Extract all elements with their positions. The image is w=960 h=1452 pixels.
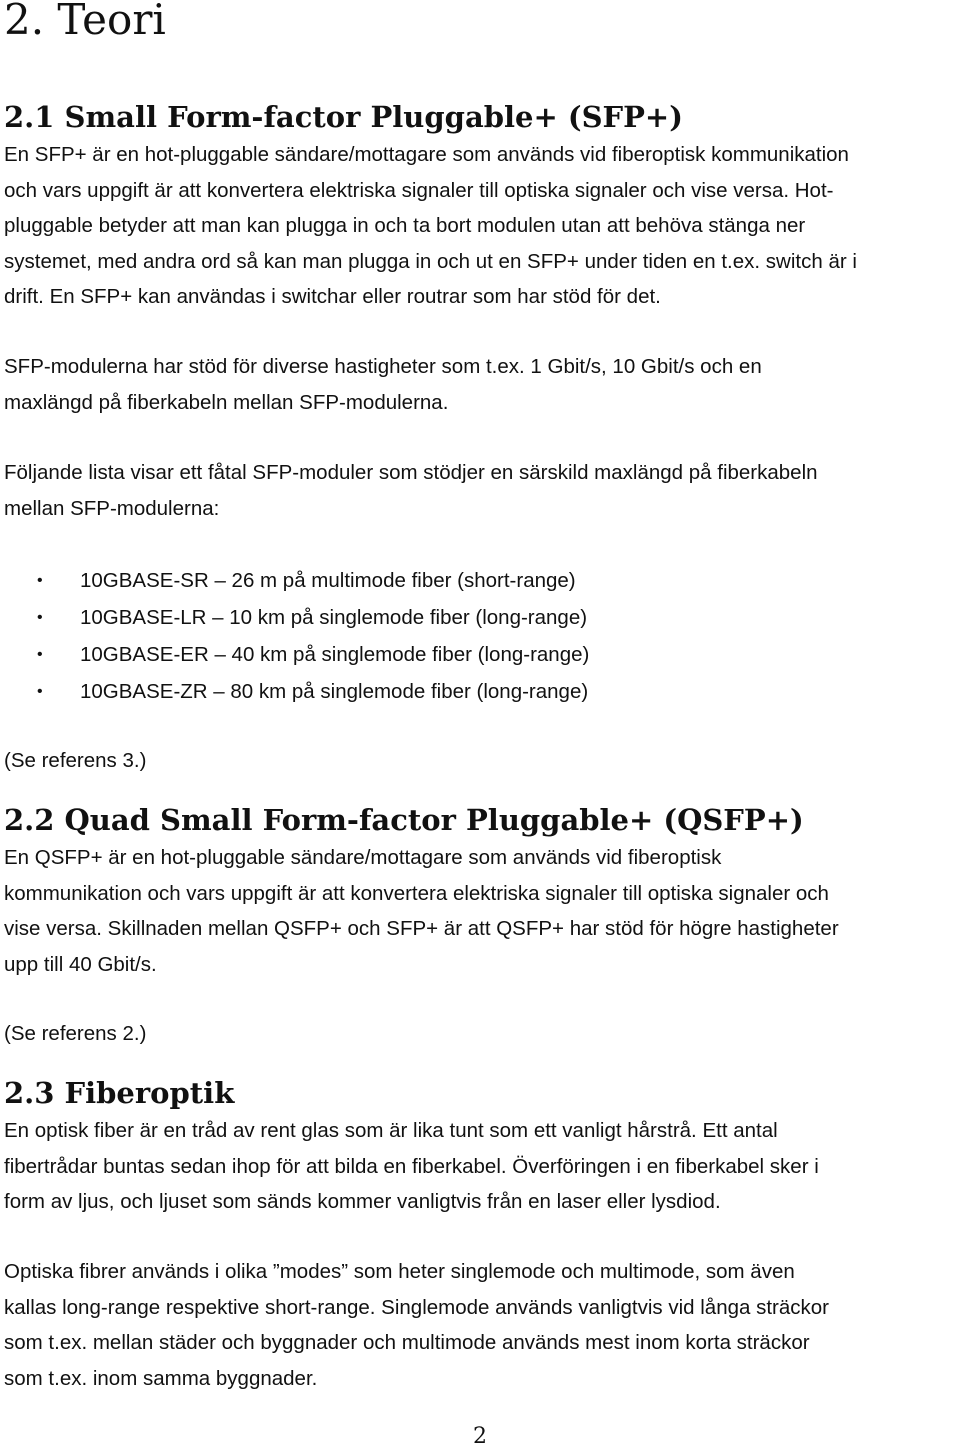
list-item	[0, 562, 589, 599]
text-line: Följande lista visar ett fåtal SFP-moduler som stödjer en särskild maxlängd på fiberkabeln	[4, 461, 818, 484]
text-line: SFP-modulerna har stöd för diverse hastigheter som t.ex. 1 Gbit/s, 10 Gbit/s och en	[4, 355, 762, 378]
section-heading-2-3: 2.3 Fiberoptik	[4, 1076, 235, 1110]
list-item-text: 10GBASE-SR – 26 m på multimode fiber (short-range)	[80, 569, 576, 592]
text-line: form av ljus, och ljuset som sänds kommer vanligtvis från en laser eller lysdiod.	[4, 1190, 721, 1213]
list-item-text: 10GBASE-ER – 40 km på singlemode fiber (long-range)	[80, 643, 590, 666]
list-item	[0, 636, 589, 673]
bullet-icon: •	[37, 683, 43, 700]
text-line: drift. En SFP+ kan användas i switchar eller routrar som har stöd för det.	[4, 285, 661, 308]
section-2-3-paragraph-2	[4, 1254, 958, 1396]
bullet-icon: •	[37, 646, 43, 663]
list-item	[0, 673, 589, 710]
section-2-2-paragraph-1	[4, 840, 958, 982]
text-line: som t.ex. inom samma byggnader.	[4, 1366, 318, 1390]
section-2-1-paragraph-1	[4, 137, 958, 315]
bullet-icon: •	[37, 609, 43, 626]
reference-note-2-2	[4, 1016, 958, 1052]
text-line: systemet, med andra ord så kan man plugga in och ut en SFP+ under tiden en t.ex. switch är i	[4, 249, 857, 273]
text-line: kallas long-range respektive short-range. Singlemode används vanligtvis vid långa sträckor	[4, 1295, 829, 1319]
text-line: (Se referens 2.)	[4, 1022, 147, 1045]
text-line: vise versa. Skillnaden mellan QSFP+ och SFP+ är att QSFP+ har stöd för högre hastigheter	[4, 917, 839, 940]
chapter-title: 2. Teori	[4, 0, 166, 44]
section-heading-2-1: 2.1 Small Form-factor Pluggable+ (SFP+)	[4, 100, 683, 134]
section-heading-2-2: 2.2 Quad Small Form-factor Pluggable+ (QSFP+)	[4, 803, 804, 837]
list-item	[0, 599, 589, 636]
text-line: En optisk fiber är en tråd av rent glas som är lika tunt som ett vanligt hårstrå. Ett antal	[4, 1119, 778, 1142]
text-line: och vars uppgift är att konvertera elektriska signaler till optiska signaler och vise versa. Hot-	[4, 178, 834, 202]
text-line: En QSFP+ är en hot-pluggable sändare/mottagare som används vid fiberoptisk	[4, 846, 722, 869]
section-2-1-paragraph-2	[4, 349, 958, 420]
text-line: fibertrådar buntas sedan ihop för att bilda en fiberkabel. Överföringen i en fiberkabel sker i	[4, 1154, 819, 1178]
bullet-icon: •	[37, 572, 43, 589]
list-item-text: 10GBASE-ZR – 80 km på singlemode fiber (long-range)	[80, 680, 589, 703]
list-item-text: 10GBASE-LR – 10 km på singlemode fiber (long-range)	[80, 606, 588, 629]
text-line: En SFP+ är en hot-pluggable sändare/mottagare som används vid fiberoptisk kommunikation	[4, 143, 849, 166]
text-line: maxlängd på fiberkabeln mellan SFP-modulerna.	[4, 390, 449, 414]
text-line: Optiska fibrer används i olika ”modes” som heter singlemode och multimode, som även	[4, 1260, 795, 1283]
reference-note-2-1	[4, 743, 958, 779]
page-number: 2	[473, 1424, 487, 1449]
text-line: pluggable betyder att man kan plugga in och ta bort modulen utan att behöva stänga ner	[4, 214, 806, 237]
sfp-module-list	[0, 562, 589, 710]
text-line: som t.ex. mellan städer och byggnader och multimode används mest inom korta sträckor	[4, 1331, 810, 1354]
section-2-1-paragraph-3	[4, 455, 958, 526]
text-line: kommunikation och vars uppgift är att konvertera elektriska signaler till optiska signaler och	[4, 881, 829, 905]
section-2-3-paragraph-1	[4, 1113, 958, 1220]
text-line: mellan SFP-modulerna:	[4, 496, 220, 520]
text-line: (Se referens 3.)	[4, 749, 147, 772]
text-line: upp till 40 Gbit/s.	[4, 952, 157, 976]
